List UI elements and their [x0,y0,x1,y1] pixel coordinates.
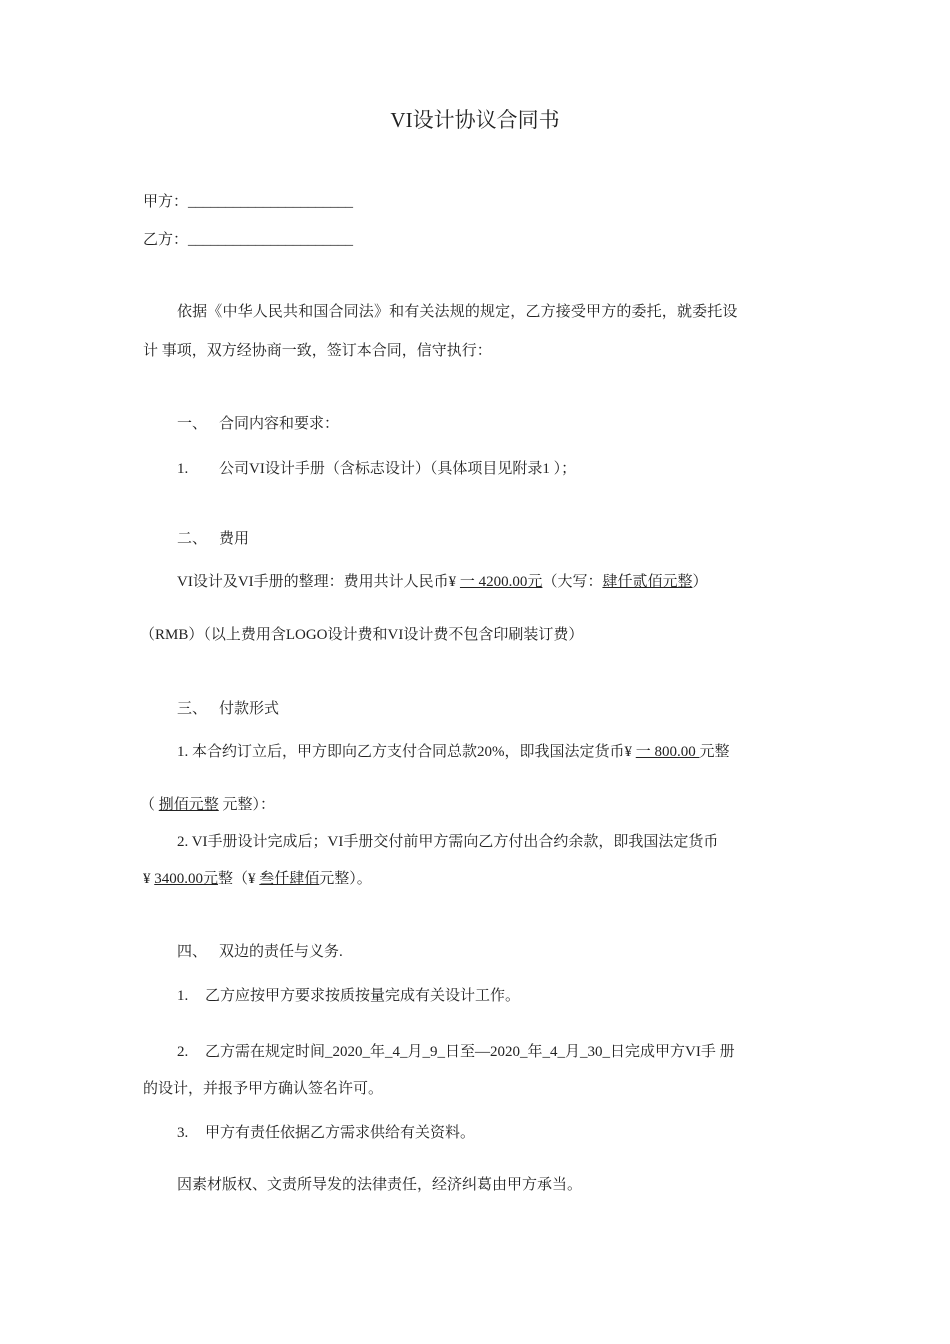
payment-1-line [177,742,730,762]
duty-3-text: 甲方有责任依据乙方需求供给有关资料。 [205,1125,476,1141]
intro-line-2: 计 事项，双方经协商一致，签订本合同，信守执行： [143,343,492,359]
party-b-line: 乙方：______________________ [143,232,354,248]
payment-1-amount-uppercase: 捌佰元整 [158,797,219,813]
section2-heading: 费用 [219,531,250,547]
duty-2-continuation: 的设计，并报予甲方确认签名许可。 [143,1081,384,1097]
payment-1-uppercase-line [140,795,275,815]
payment-2-mid: 整（¥ [218,871,260,887]
duty-1-number: 1. [177,988,189,1004]
payment-2-end: 元整）。 [319,871,372,887]
payment-1b-prefix: （ [140,797,159,813]
section3-number: 三、 [177,701,208,717]
party-a-line: 甲方：______________________ [143,194,354,210]
payment-1-prefix: 1. 本合约订立后，甲方即向乙方支付合同总款20%，即我国法定货币¥ [177,744,636,760]
section1-number: 一、 [177,416,208,432]
fee-prefix: VI设计及VI手册的整理：费用共计人民币¥ [177,574,460,590]
fee-mid: （大写： [542,574,603,590]
payment-2-line-2 [143,869,372,889]
section4-number: 四、 [177,944,208,960]
payment-2-amount: 3400.00元 [154,871,219,887]
fee-line [177,572,707,592]
section1-item1-text: 公司VI设计手册（含标志设计）（具体项目见附录1 ）； [219,461,577,477]
fee-amount: 一 4200.00元 [459,574,543,590]
fee-note: （RMB）（以上费用含LOGO设计费和VI设计费不包含印刷装订费） [140,627,584,643]
fee-amount-uppercase: 肆仟贰佰元整 [602,574,693,590]
duty-2-text: 乙方需在规定时间_2020_年_4_月_9_日至—2020_年_4_月_30_日完成甲方VI手 册 [205,1044,735,1060]
payment-1b-end: 元整）： [218,797,276,813]
liability-clause: 因素材版权、文责所导发的法律责任，经济纠葛由甲方承当。 [177,1177,583,1193]
duty-2-number: 2. [177,1044,189,1060]
payment-1-end: 元整 [699,744,730,760]
duty-1-text: 乙方应按甲方要求按质按量完成有关设计工作。 [205,988,521,1004]
fee-end: ） [692,574,708,590]
payment-2-amount-uppercase: 叁仟肆佰 [259,871,320,887]
section3-heading: 付款形式 [219,701,280,717]
payment-2-line-1: 2. VI手册设计完成后；VI手册交付前甲方需向乙方付出合约余款，即我国法定货币 [177,834,719,850]
duty-3-number: 3. [177,1125,189,1141]
document-title: VI设计协议合同书 [390,108,560,132]
section1-heading: 合同内容和要求： [219,416,340,432]
section4-heading: 双边的责任与义务. [219,944,343,960]
section2-number: 二、 [177,531,208,547]
section1-item1-number: 1. [177,461,189,477]
payment-1-amount: 一 800.00 [635,744,700,760]
intro-line-1: 依据《中华人民共和国合同法》和有关法规的规定，乙方接受甲方的委托，就委托设 [177,304,738,320]
payment-2-prefix: ¥ [143,871,155,887]
